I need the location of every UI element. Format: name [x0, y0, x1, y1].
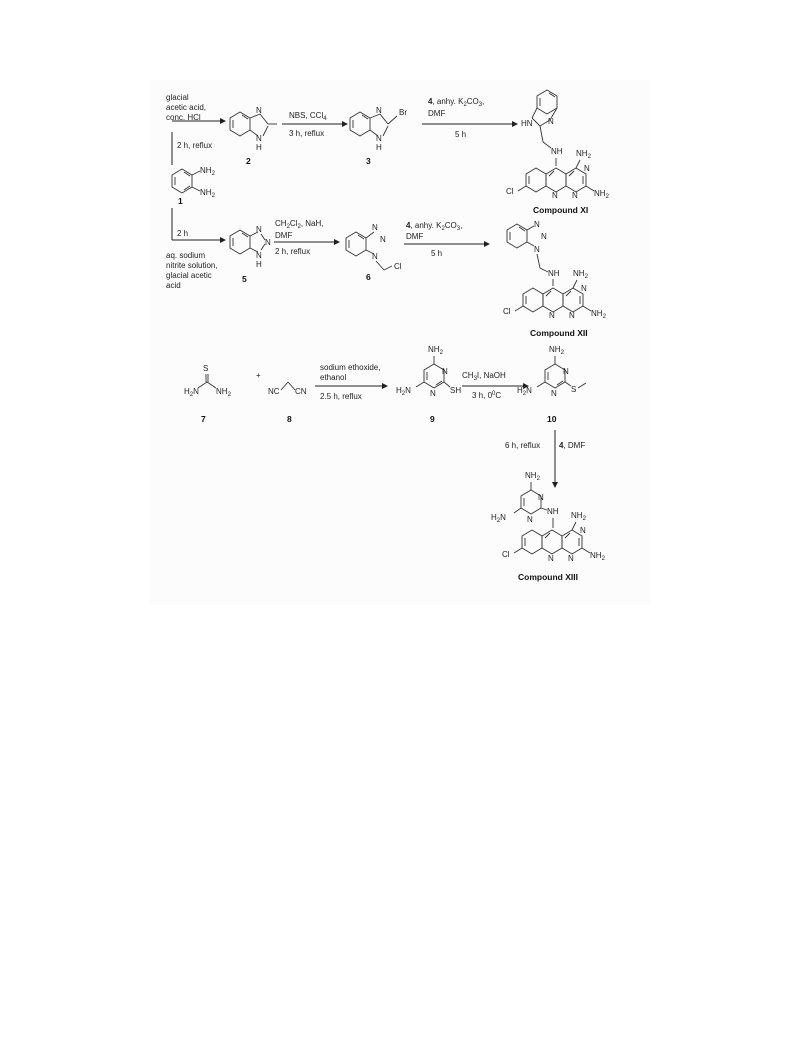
- scheme-svg: [150, 80, 650, 605]
- plus-sign: +: [256, 371, 261, 380]
- nitrogen-label: N: [563, 367, 569, 376]
- condition-text: 4, DMF: [559, 441, 586, 450]
- amine-label: $NH_2$: [200, 166, 215, 177]
- amine-label: $NH_2$: [428, 345, 443, 356]
- nitrile-label: NC: [268, 387, 280, 396]
- compound-8-structure: [268, 382, 307, 396]
- nh-label: NH: [551, 147, 563, 156]
- nitrogen-label: N: [380, 235, 386, 244]
- compound-xii-caption: Compound XII: [530, 328, 588, 338]
- compound-9-number: 9: [430, 414, 435, 424]
- condition-text: 4, anhy. $K_2CO_3$,: [406, 221, 463, 232]
- nitrogen-label: N: [549, 311, 555, 320]
- condition-text: acetic acid,: [166, 103, 207, 112]
- compound-7-structure: [184, 364, 232, 398]
- reaction-scheme: [150, 80, 650, 605]
- compound-5-number: 5: [242, 274, 247, 284]
- condition-text: sodium ethoxide,: [320, 363, 381, 372]
- compound-10-structure: [517, 345, 586, 398]
- condition-text: glacial: [166, 93, 189, 102]
- chlorine-label: Cl: [394, 262, 402, 271]
- amine-label: $H_2N$: [396, 386, 411, 397]
- nitrogen-label: N: [584, 164, 590, 173]
- condition-text: aq. sodium: [166, 251, 206, 260]
- condition-text: DMF: [275, 231, 293, 240]
- condition-text: 2 h, reflux: [177, 141, 213, 150]
- hydrogen-label: H: [256, 260, 262, 269]
- condition-text: ethanol: [320, 373, 347, 382]
- nh-label: NH: [547, 507, 559, 516]
- compound-2-number: 2: [246, 156, 251, 166]
- nitrogen-label: N: [534, 220, 540, 229]
- nitrogen-label: N: [541, 232, 547, 241]
- nitrogen-label: N: [538, 493, 544, 502]
- condition-text: $CH_3I$, NaOH: [462, 371, 506, 382]
- compound-10-number: 10: [547, 414, 557, 424]
- condition-text: 3 h, reflux: [289, 129, 325, 138]
- condition-text: $CH_2Cl_2$, NaH,: [275, 219, 324, 230]
- condition-text: DMF: [406, 232, 424, 241]
- compound-7-number: 7: [201, 414, 206, 424]
- nitrogen-label: N: [527, 515, 533, 524]
- amine-label: $NH_2$: [576, 149, 591, 160]
- condition-text: nitrite solution,: [166, 261, 218, 270]
- nitrogen-label: N: [572, 191, 578, 200]
- hydrogen-label: H: [256, 143, 262, 152]
- condition-text: DMF: [428, 109, 446, 118]
- condition-text: 4, anhy. $K_2CO_3$,: [428, 97, 485, 108]
- condition-text: glacial acetic: [166, 271, 212, 280]
- condition-text: conc. HCl: [166, 113, 201, 122]
- compound-xiii-caption: Compound XIII: [518, 572, 578, 582]
- sulfur-label: S: [203, 364, 209, 373]
- nitrogen-label: N: [376, 134, 382, 143]
- amine-label: $NH_2$: [525, 471, 540, 482]
- nitrile-label: CN: [295, 387, 307, 396]
- nitrogen-label: N: [256, 106, 262, 115]
- compound-1-number: 1: [178, 196, 183, 206]
- condition-text: 5 h: [455, 130, 467, 139]
- chlorine-label: Cl: [506, 187, 514, 196]
- sulfur-label: S: [571, 385, 577, 394]
- condition-text: 3 h, $0^0C$: [472, 391, 502, 400]
- condition-text: 2 h, reflux: [275, 247, 311, 256]
- compound-3-structure: [350, 106, 407, 152]
- compound-xii-structure: [503, 220, 607, 320]
- amine-label: $NH_2$: [591, 309, 606, 320]
- compound-6-structure: [346, 223, 402, 271]
- nitrogen-label: N: [580, 526, 586, 535]
- amine-label: $H_2N$: [491, 513, 506, 524]
- compound-1-structure: [172, 166, 216, 199]
- nitrogen-label: N: [256, 225, 262, 234]
- amine-label: $H_2N$: [517, 386, 532, 397]
- nitrogen-label: N: [548, 554, 554, 563]
- amine-label: $NH_2$: [549, 345, 564, 356]
- condition-text: acid: [166, 281, 181, 290]
- amine-label: $NH_2$: [200, 188, 215, 199]
- chlorine-label: Cl: [502, 550, 510, 559]
- condition-text: 5 h: [431, 249, 443, 258]
- chlorine-label: Cl: [503, 307, 511, 316]
- compound-6-number: 6: [366, 272, 371, 282]
- nitrogen-label: N: [256, 134, 262, 143]
- amine-label: $NH_2$: [594, 189, 609, 200]
- nitrogen-label: N: [568, 554, 574, 563]
- nitrogen-label: N: [569, 311, 575, 320]
- thiol-label: SH: [450, 386, 462, 395]
- nh-label: NH: [548, 269, 560, 278]
- nitrogen-label: N: [256, 251, 262, 260]
- compound-5-structure: [230, 225, 271, 269]
- compound-xiii-structure: [491, 471, 606, 563]
- nitrogen-label: N: [372, 223, 378, 232]
- compound-xi-structure: [506, 90, 610, 200]
- amine-label: $NH_2$: [571, 511, 586, 522]
- amine-label: $H_2N$: [184, 387, 199, 398]
- nitrogen-label: N: [534, 245, 540, 254]
- bromine-label: Br: [399, 108, 407, 117]
- compound-2-structure: [230, 106, 277, 152]
- condition-text: 2.5 h, reflux: [320, 392, 362, 401]
- nitrogen-label: N: [581, 284, 587, 293]
- nitrogen-label: N: [552, 191, 558, 200]
- compound-8-number: 8: [287, 414, 292, 424]
- nitrogen-label: N: [548, 117, 554, 126]
- nitrogen-label: N: [376, 106, 382, 115]
- nitrogen-label: N: [442, 367, 448, 376]
- nitrogen-label: N: [372, 252, 378, 261]
- compound-9-structure: [396, 345, 461, 398]
- nitrogen-label: N: [265, 238, 271, 247]
- amine-label: $NH_2$: [573, 269, 588, 280]
- nitrogen-label: N: [430, 389, 436, 398]
- amine-label: $NH_2$: [590, 551, 605, 562]
- hydrogen-label: H: [376, 143, 382, 152]
- nh-label: HN: [521, 119, 533, 128]
- nitrogen-label: N: [551, 389, 557, 398]
- condition-text: NBS, CCl$_4$: [289, 111, 327, 122]
- condition-text: 2 h: [177, 229, 189, 238]
- amine-label: $NH_2$: [216, 387, 231, 398]
- condition-text: 6 h, reflux: [505, 441, 541, 450]
- compound-xi-caption: Compound XI: [533, 205, 589, 215]
- compound-3-number: 3: [366, 156, 371, 166]
